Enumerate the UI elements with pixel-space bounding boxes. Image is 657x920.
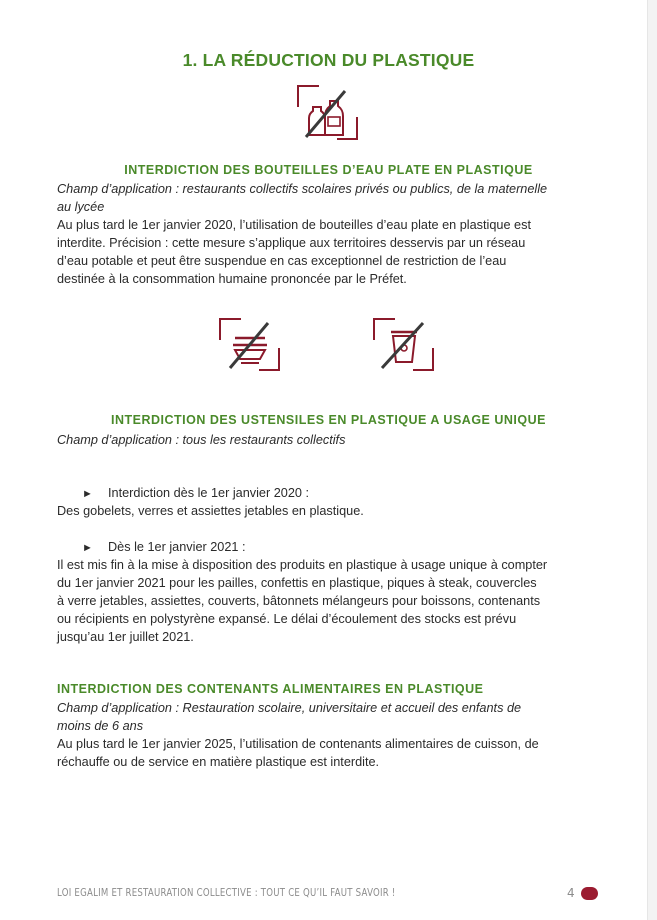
paragraph-line: à verre jetables, assiettes, couverts, bâtonnets mélangeurs pour boissons, contenants <box>57 594 541 608</box>
paragraph-line: d’eau potable et peut être suspendue en cas exceptionnel de restriction de l’eau <box>57 254 507 268</box>
bullet-label: Interdiction dès le 1er janvier 2020 : <box>108 486 310 500</box>
paragraph-line: du 1er janvier 2021 pour les pailles, confettis en plastique, piques à steak, couvercles <box>57 576 537 590</box>
footer-text: LOI EGALIM ET RESTAURATION COLLECTIVE : TOUT CE QU’IL FAUT SAVOIR ! <box>57 886 396 899</box>
paragraph-line: réchauffe ou de service en matière plastique est interdite. <box>57 755 380 769</box>
paragraph-line: Il est mis fin à la mise à disposition des produits en plastique à usage unique à compter <box>57 558 548 572</box>
scope-text: moins de 6 ans <box>57 719 144 733</box>
scope-text: Champ d’application : restaurants collectifs scolaires privés ou publics, de la maternelle <box>57 182 548 196</box>
paragraph-line: interdite. Précision : cette mesure s’applique aux territoires desservis par un réseau <box>57 236 526 250</box>
scope-text: au lycée <box>57 200 105 214</box>
section-heading-bottles: INTERDICTION DES BOUTEILLES D’EAU PLATE EN PLASTIQUE <box>124 163 533 177</box>
no-plastic-utensils-icon <box>219 318 281 372</box>
scope-text: Champ d’application : Restauration scolaire, universitaire et accueil des enfants de <box>57 701 522 715</box>
paragraph-line: jusqu’au 1er juillet 2021. <box>57 630 194 644</box>
page-number: 4 <box>567 886 575 900</box>
paragraph-line: Au plus tard le 1er janvier 2020, l’utilisation de bouteilles d’eau plate en plastique est <box>57 218 531 232</box>
paragraph-line: ou récipients en polystyrène expansé. Le délai d’écoulement des stocks est prévu <box>57 612 517 626</box>
page-marker <box>581 887 598 900</box>
page-title: 1. LA RÉDUCTION DU PLASTIQUE <box>182 50 475 70</box>
section-heading-containers: INTERDICTION DES CONTENANTS ALIMENTAIRES EN PLASTIQUE <box>57 682 484 696</box>
paragraph-line: Des gobelets, verres et assiettes jetables en plastique. <box>57 504 364 518</box>
page-edge <box>647 0 657 920</box>
no-plastic-cup-icon <box>373 318 435 372</box>
arrow-right-icon: ► <box>82 542 93 554</box>
arrow-right-icon: ► <box>82 488 93 500</box>
bullet-item <box>82 484 309 503</box>
paragraph-line: destinée à la consommation humaine prononcée par le Préfet. <box>57 272 407 286</box>
paragraph-line: Au plus tard le 1er janvier 2025, l’utilisation de contenants alimentaires de cuisson, de <box>57 737 539 751</box>
section-heading-utensils: INTERDICTION DES USTENSILES EN PLASTIQUE A USAGE UNIQUE <box>111 413 546 427</box>
scope-text: Champ d’application : tous les restaurants collectifs <box>57 433 346 447</box>
bullet-item <box>82 538 246 557</box>
bullet-label: Dès le 1er janvier 2021 : <box>108 540 246 554</box>
no-plastic-bottles-icon <box>297 85 359 141</box>
